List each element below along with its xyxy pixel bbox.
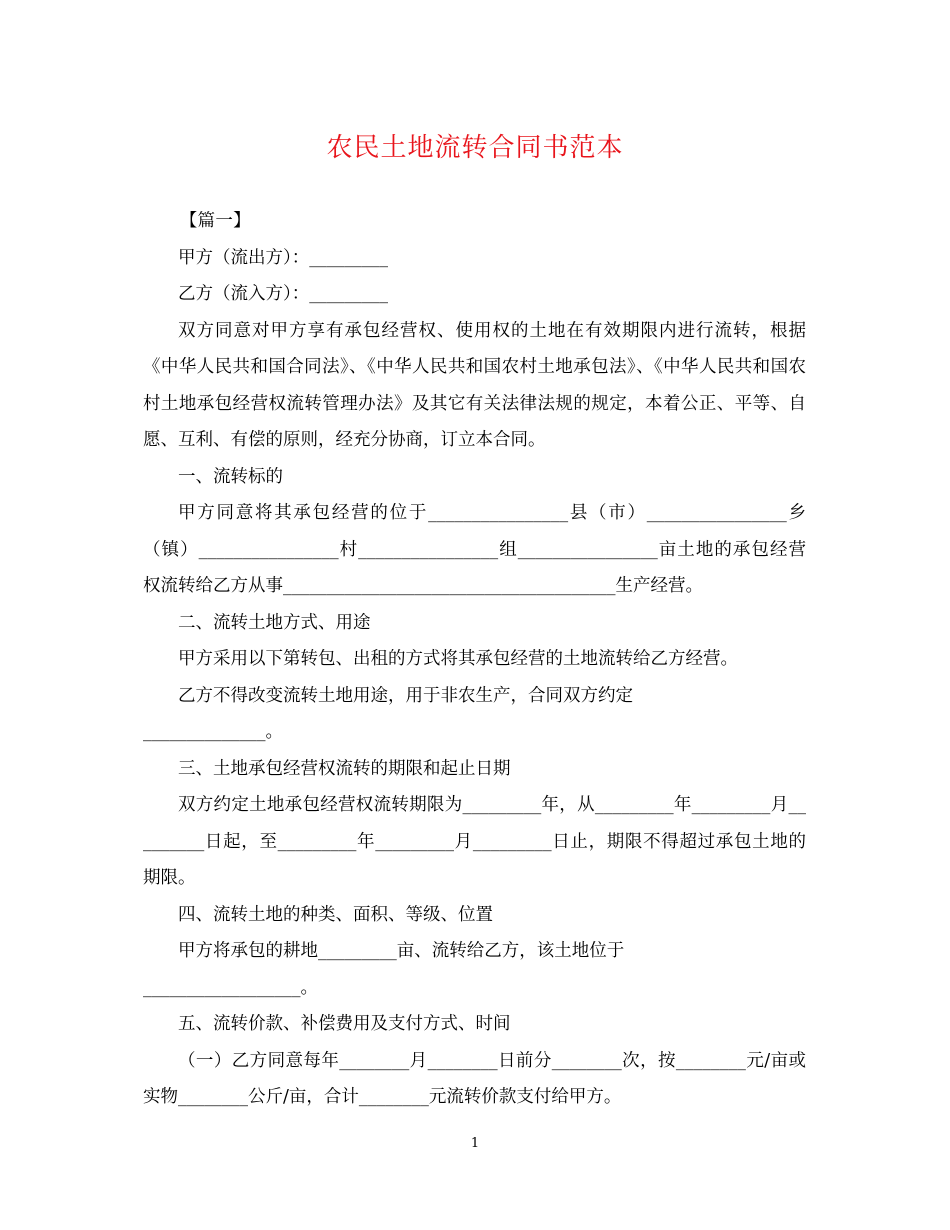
clause-paragraph: 甲方同意将其承包经营的位于________________县（市）________________乡（镇）________________村________________组________________亩土地的承包经营权流转给乙方从事______________________________________生产经营。 xyxy=(143,503,806,596)
clause-heading: 一、流转标的 xyxy=(178,466,283,487)
party-a-line: 甲方（流出方）：_________ xyxy=(178,247,388,268)
preamble-paragraph: 双方同意对甲方享有承包经营权、使用权的土地在有效期限内进行流转，根据《中华人民共和国合同法》、《中华人民共和国农村土地承包法》、《中华人民共和国农村土地承包经营权流转管理办法》及其它有关法律法规的规定，本着公正、平等、自愿、互利、有偿的原则，经充分协商，订立本合同。 xyxy=(143,320,806,450)
party-b-line: 乙方（流入方）：_________ xyxy=(178,284,388,304)
clause-paragraph: 双方约定土地承包经营权流转期限为_________年，从_________年_________月_________日起，至_________年_________月_________日止，期限不得超过承包土地的期限。 xyxy=(143,795,806,888)
clause-heading: 五、流转价款、补偿费用及支付方式、时间 xyxy=(178,1014,511,1034)
page-number: 1 xyxy=(470,1136,480,1151)
document-title: 农民土地流转合同书范本 xyxy=(326,133,624,163)
clause-paragraph: （一）乙方同意每年________月________日前分________次，按________元/亩或实物________公斤/亩，合计________元流转价款支付给甲方。 xyxy=(143,1050,806,1107)
clause-paragraph: 甲方将承包的耕地_________亩、流转给乙方，该土地位于 xyxy=(178,941,625,961)
blank-line: ______________。 xyxy=(143,722,283,742)
clause-heading: 二、流转土地方式、用途 xyxy=(178,612,371,633)
clause-heading: 三、土地承包经营权流转的期限和起止日期 xyxy=(178,758,511,779)
clause-heading: 四、流转土地的种类、面积、等级、位置 xyxy=(178,904,493,925)
clause-paragraph: 乙方不得改变流转土地用途，用于非农生产，合同双方约定 xyxy=(178,685,633,706)
clause-paragraph: 甲方采用以下第转包、出租的方式将其承包经营的土地流转给乙方经营。 xyxy=(178,649,738,669)
section-label: 【篇一】 xyxy=(179,211,251,231)
document-body xyxy=(143,203,806,1116)
blank-line: __________________。 xyxy=(143,977,318,998)
